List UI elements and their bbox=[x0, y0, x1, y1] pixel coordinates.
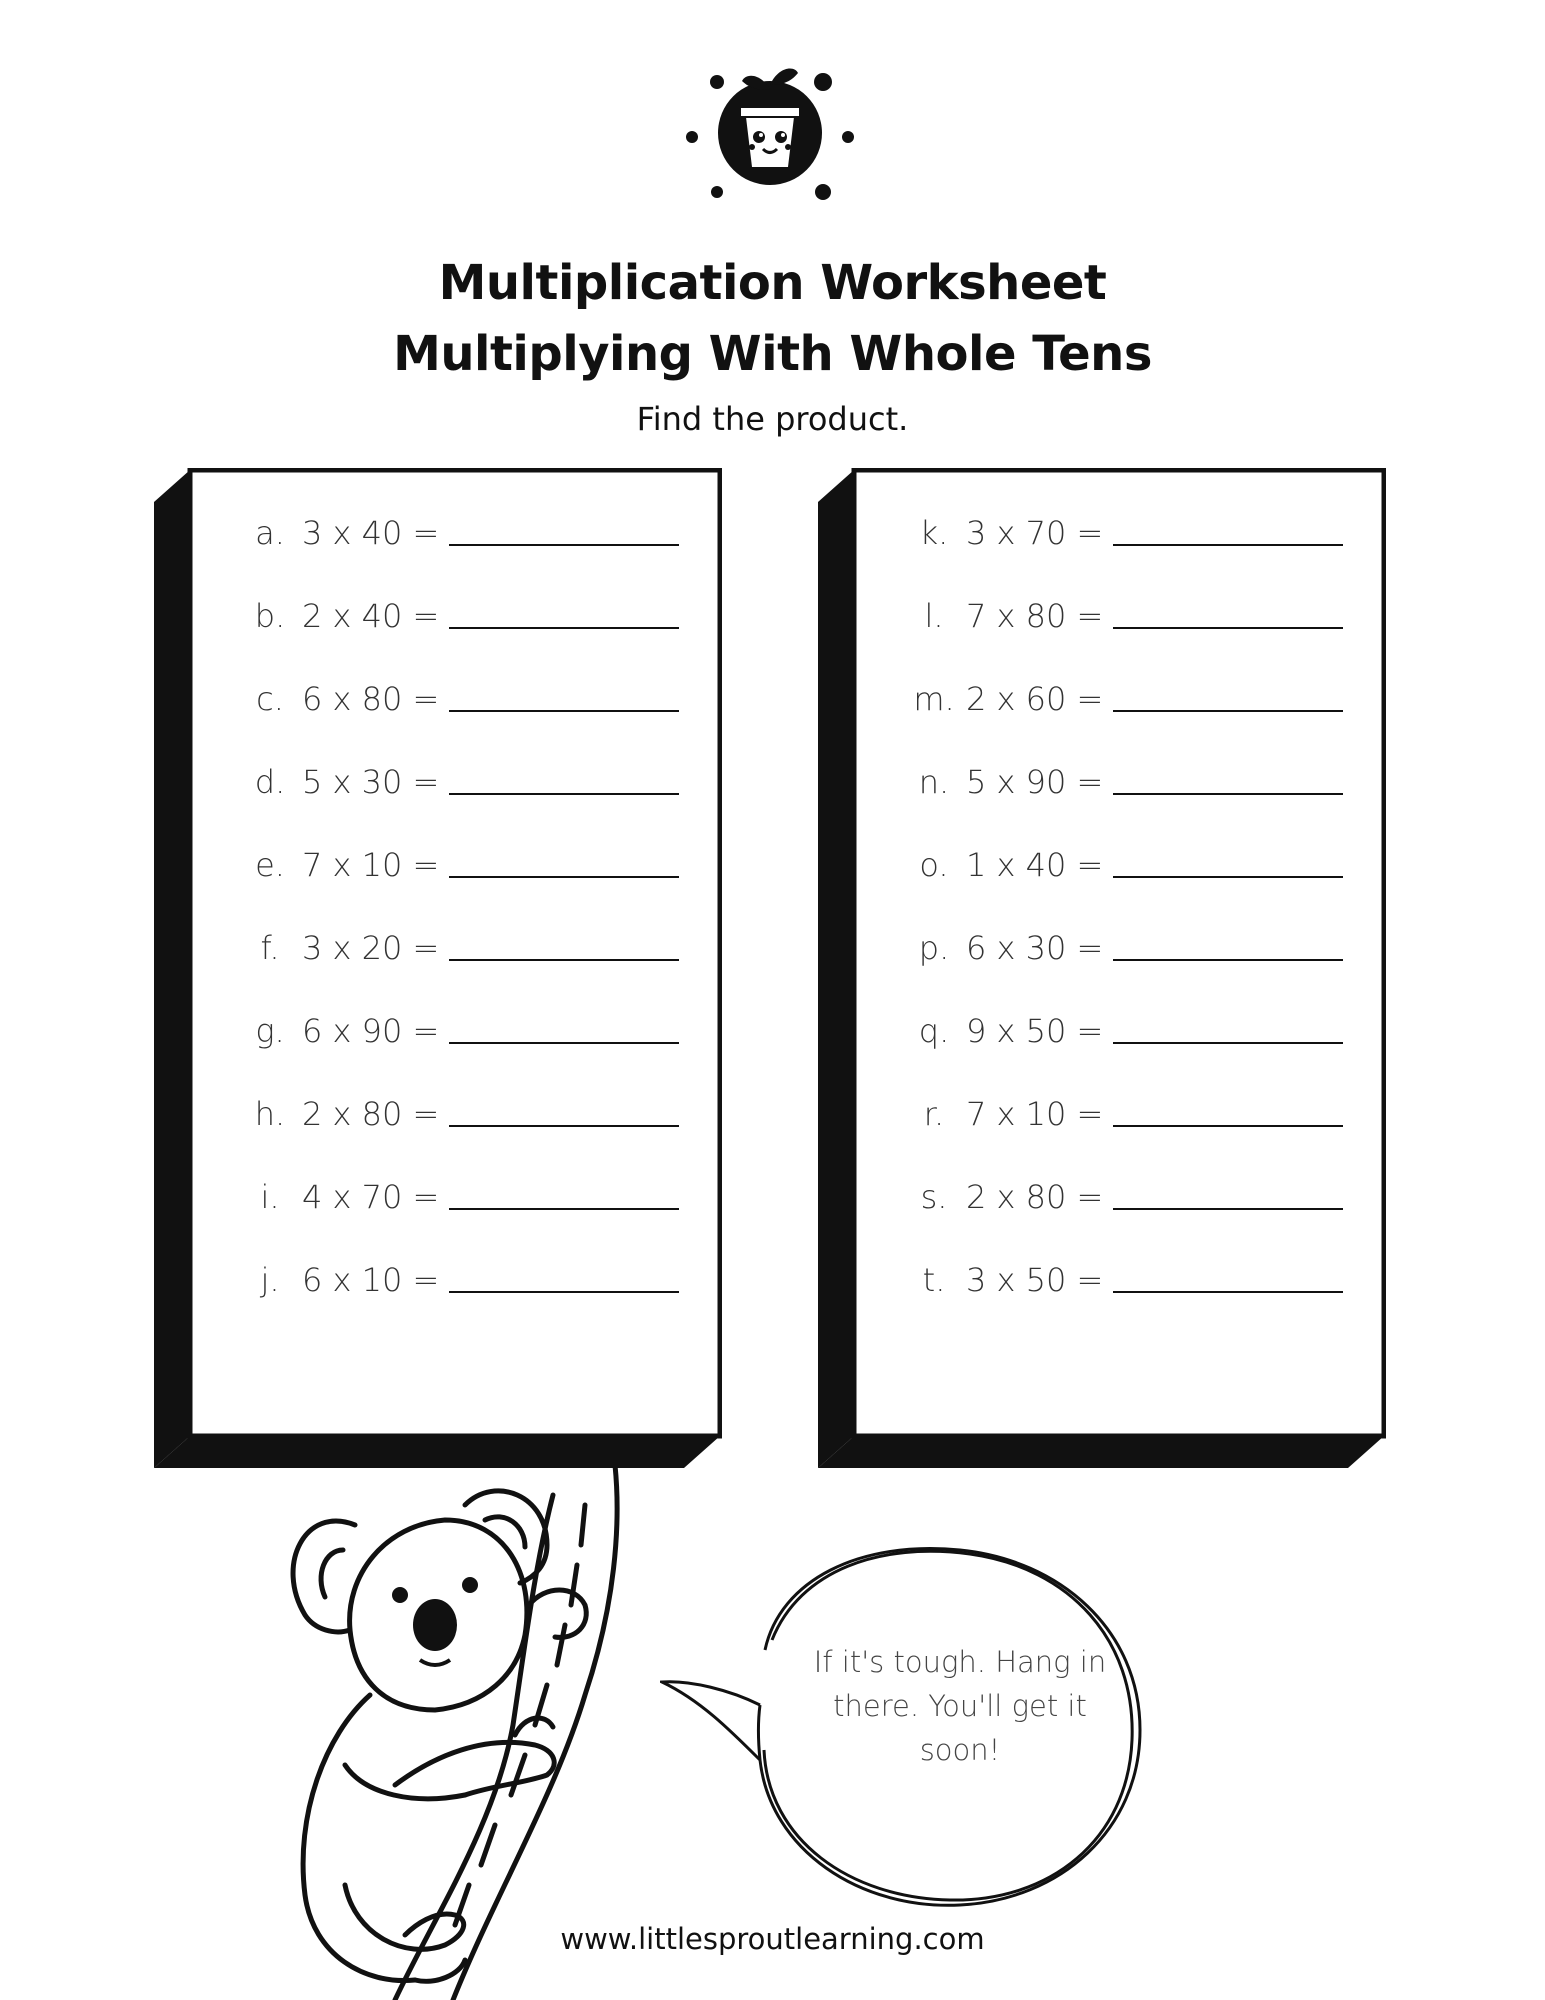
answer-blank[interactable] bbox=[1113, 544, 1343, 546]
sprout-pot-logo-icon bbox=[680, 55, 860, 205]
problem-expression: 6 x 90 = bbox=[302, 1012, 440, 1050]
problem-letter: d. bbox=[254, 763, 286, 801]
problem-letter: o. bbox=[919, 846, 949, 884]
problem-letter: q. bbox=[918, 1012, 950, 1050]
problem-letter: r. bbox=[923, 1095, 945, 1133]
koala-on-branch-icon bbox=[285, 1465, 645, 2000]
problem-row bbox=[238, 1172, 679, 1222]
problem-letter: b. bbox=[254, 597, 286, 635]
problem-row bbox=[902, 1006, 1343, 1056]
problem-expression: 3 x 40 = bbox=[302, 514, 440, 552]
problem-expression: 3 x 20 = bbox=[302, 929, 440, 967]
answer-blank[interactable] bbox=[449, 1042, 679, 1044]
problem-letter: h. bbox=[254, 1095, 286, 1133]
page-title: Multiplication Worksheet bbox=[438, 255, 1107, 311]
answer-blank[interactable] bbox=[1113, 1208, 1343, 1210]
problem-letter: s. bbox=[920, 1178, 948, 1216]
problem-row bbox=[238, 674, 679, 724]
answer-blank[interactable] bbox=[449, 793, 679, 795]
problem-letter: f. bbox=[260, 929, 280, 967]
answer-blank[interactable] bbox=[1113, 876, 1343, 878]
answer-blank[interactable] bbox=[1113, 1042, 1343, 1044]
problem-expression: 5 x 30 = bbox=[302, 763, 440, 801]
problem-letter: k. bbox=[919, 514, 949, 552]
speech-bubble-line: If it's tough. Hang in bbox=[813, 1645, 1107, 1679]
speech-bubble-text bbox=[790, 1640, 1130, 1772]
problem-row bbox=[902, 1172, 1343, 1222]
problem-row bbox=[238, 923, 679, 973]
problem-expression: 2 x 80 = bbox=[966, 1178, 1104, 1216]
problem-expression: 6 x 80 = bbox=[302, 680, 440, 718]
problem-row bbox=[902, 840, 1343, 890]
answer-blank[interactable] bbox=[449, 544, 679, 546]
problem-expression: 2 x 40 = bbox=[302, 597, 440, 635]
problem-row bbox=[238, 591, 679, 641]
answer-blank[interactable] bbox=[449, 1291, 679, 1293]
problem-expression: 7 x 10 = bbox=[966, 1095, 1104, 1133]
answer-blank[interactable] bbox=[1113, 1125, 1343, 1127]
problem-letter: n. bbox=[918, 763, 950, 801]
problem-expression: 6 x 30 = bbox=[966, 929, 1104, 967]
answer-blank[interactable] bbox=[449, 627, 679, 629]
problem-expression: 2 x 80 = bbox=[302, 1095, 440, 1133]
answer-blank[interactable] bbox=[449, 1208, 679, 1210]
speech-bubble-line: soon! bbox=[919, 1733, 1001, 1767]
problem-expression: 7 x 10 = bbox=[302, 846, 440, 884]
problem-list-right bbox=[818, 468, 1386, 1473]
problem-list-left bbox=[154, 468, 722, 1473]
problem-row bbox=[902, 1089, 1343, 1139]
problem-expression: 3 x 70 = bbox=[966, 514, 1104, 552]
problem-expression: 4 x 70 = bbox=[302, 1178, 440, 1216]
problem-row bbox=[238, 1006, 679, 1056]
problem-letter: j. bbox=[260, 1261, 280, 1299]
answer-blank[interactable] bbox=[1113, 710, 1343, 712]
problem-letter: l. bbox=[924, 597, 944, 635]
answer-blank[interactable] bbox=[449, 959, 679, 961]
problem-expression: 3 x 50 = bbox=[966, 1261, 1104, 1299]
problem-expression: 1 x 40 = bbox=[966, 846, 1104, 884]
problem-box-left bbox=[154, 468, 722, 1473]
problem-expression: 7 x 80 = bbox=[966, 597, 1104, 635]
answer-blank[interactable] bbox=[1113, 1291, 1343, 1293]
problem-row bbox=[902, 1255, 1343, 1305]
answer-blank[interactable] bbox=[1113, 793, 1343, 795]
answer-blank[interactable] bbox=[449, 1125, 679, 1127]
problem-letter: p. bbox=[918, 929, 950, 967]
problem-row bbox=[238, 508, 679, 558]
answer-blank[interactable] bbox=[1113, 959, 1343, 961]
answer-blank[interactable] bbox=[1113, 627, 1343, 629]
problem-expression: 9 x 50 = bbox=[966, 1012, 1104, 1050]
problem-box-right bbox=[818, 468, 1386, 1473]
problem-row bbox=[238, 1255, 679, 1305]
answer-blank[interactable] bbox=[449, 710, 679, 712]
problem-letter: t. bbox=[922, 1261, 946, 1299]
answer-blank[interactable] bbox=[449, 876, 679, 878]
page-subtitle: Multiplying With Whole Tens bbox=[393, 326, 1152, 382]
footer-url[interactable]: www.littlesproutlearning.com bbox=[560, 1922, 985, 1956]
problem-row bbox=[238, 840, 679, 890]
problem-row bbox=[902, 923, 1343, 973]
problem-letter: i. bbox=[260, 1178, 280, 1216]
problem-letter: m. bbox=[913, 680, 955, 718]
problem-row bbox=[902, 591, 1343, 641]
problem-expression: 5 x 90 = bbox=[966, 763, 1104, 801]
problem-letter: g. bbox=[255, 1012, 285, 1050]
problem-letter: e. bbox=[255, 846, 285, 884]
instructions-text: Find the product. bbox=[636, 400, 909, 438]
problem-expression: 2 x 60 = bbox=[966, 680, 1104, 718]
problem-row bbox=[238, 757, 679, 807]
speech-bubble-line: there. You'll get it bbox=[833, 1689, 1087, 1723]
problem-row bbox=[902, 508, 1343, 558]
problem-letter: a. bbox=[255, 514, 285, 552]
problem-expression: 6 x 10 = bbox=[302, 1261, 440, 1299]
problem-row bbox=[238, 1089, 679, 1139]
problem-letter: c. bbox=[256, 680, 284, 718]
problem-row bbox=[902, 757, 1343, 807]
problem-row bbox=[902, 674, 1343, 724]
